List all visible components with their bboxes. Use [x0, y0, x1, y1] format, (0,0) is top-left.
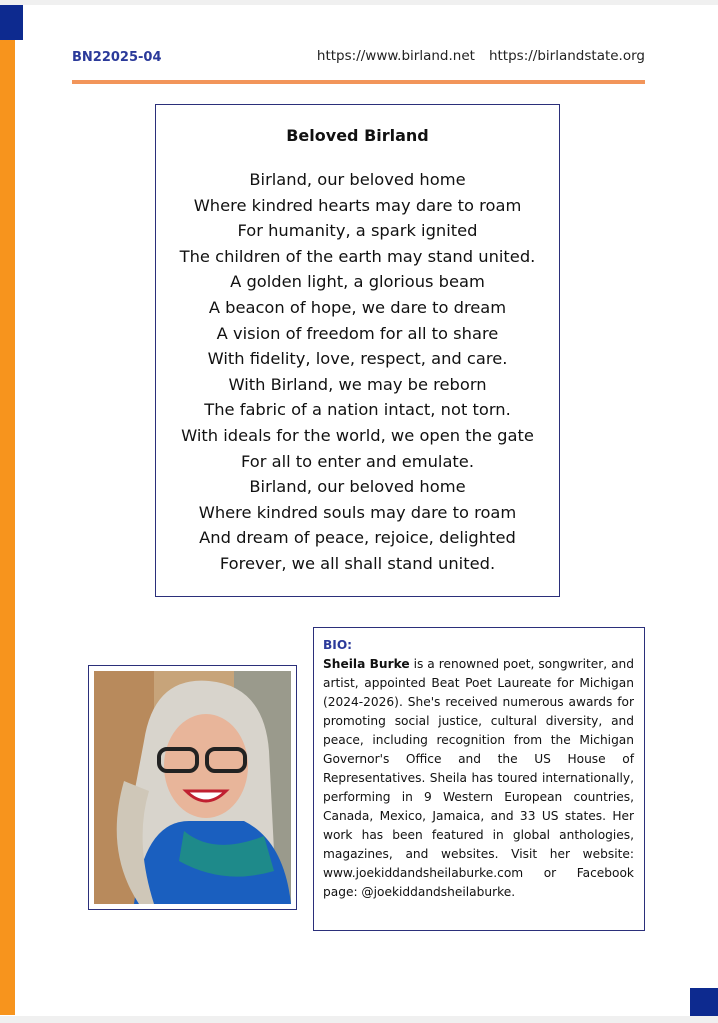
corner-block-top — [0, 5, 23, 40]
bio-name: Sheila Burke — [323, 657, 410, 671]
header-divider — [72, 80, 645, 84]
poem-line: For humanity, a spark ignited — [237, 221, 478, 241]
poem-line: The children of the earth may stand united. — [179, 246, 536, 266]
poem-line: Birland, our beloved home — [249, 477, 466, 497]
portrait-image — [94, 671, 291, 904]
link-birlandstate-org[interactable]: https://birlandstate.org — [488, 48, 645, 64]
poem-line: And dream of peace, rejoice, delighted — [199, 528, 516, 548]
poem-line: With Birland, we may be reborn — [228, 374, 487, 394]
poem-line: Birland, our beloved home — [249, 170, 466, 189]
corner-block-bottom — [690, 988, 718, 1018]
poem-line: A vision of freedom for all to share — [216, 323, 499, 343]
poem-line: For all to enter and emulate. — [240, 451, 475, 471]
poem-line: With ideals for the world, we open the gate — [181, 425, 534, 445]
bottom-strip — [0, 1016, 718, 1023]
author-photo — [88, 665, 297, 910]
poem-line: Where kindred souls may dare to roam — [198, 502, 517, 522]
bio-body: is a renowned poet, songwriter, and artist, appointed Beat Poet Laureate for Michigan (2024-2026). She's received numerous awards for promoting social justice, cultural diversity, and peace, including recognition from the Michigan Governor's Office and the US House of Representatives. Sheila has toured internationally, performing in 9 Western European countries, Canada, Mexico, Jamaica, and 33 US states. Her work has been featured in global anthologies, magazines, and websites. Visit her website: www.joekiddandsheilaburke.com or Facebook page: @joekiddandsheilaburke. — [323, 657, 635, 899]
bio-box — [313, 627, 645, 931]
poem-line: Forever, we all shall stand united. — [219, 553, 496, 573]
header-links — [317, 48, 645, 64]
poem-line: A beacon of hope, we dare to dream — [208, 297, 507, 317]
poem-line: A golden light, a glorious beam — [230, 272, 485, 292]
bio-text — [323, 655, 634, 902]
poem-lines — [156, 167, 559, 577]
poem-line: Where kindred hearts may dare to roam — [193, 195, 522, 215]
top-strip — [0, 0, 718, 5]
bio-heading: BIO: — [323, 638, 353, 652]
issue-code: BN22025-04 — [72, 50, 162, 65]
poem-title: Beloved Birland — [286, 126, 429, 145]
link-birland-net[interactable]: https://www.birland.net — [316, 48, 475, 64]
poem-line: With fidelity, love, respect, and care. — [207, 349, 508, 369]
poem-box — [155, 104, 560, 597]
side-accent-bar — [0, 40, 15, 1015]
poem-line: The fabric of a nation intact, not torn. — [204, 400, 511, 420]
